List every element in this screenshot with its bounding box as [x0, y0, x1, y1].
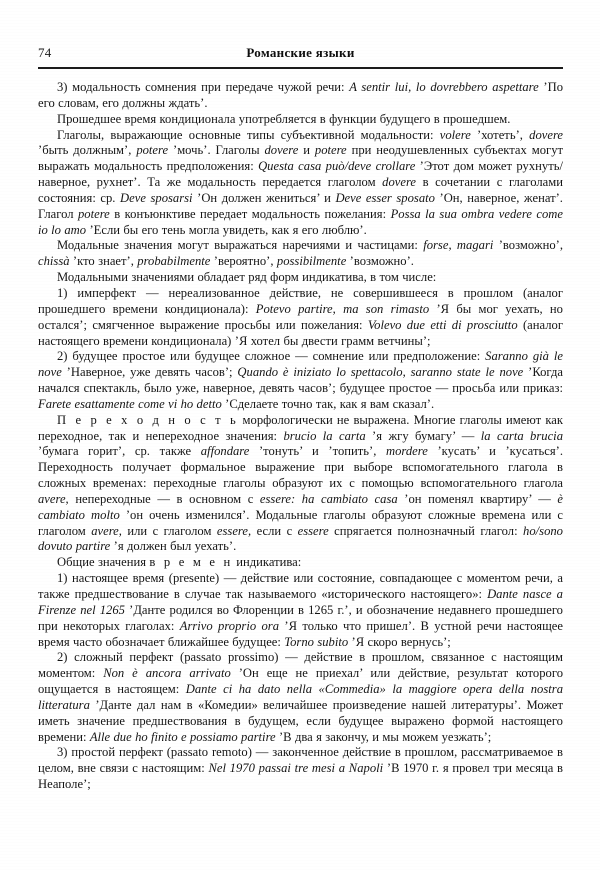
text-run: спрягается полнозначный глагол:	[334, 523, 524, 538]
italic-example: Non è ancora arrivato	[103, 666, 239, 681]
text-run: ’бумага горит’, ср. также	[38, 444, 201, 459]
text-run: ’мочь’. Глаголы	[173, 143, 265, 158]
text-run: ’Он должен жениться’ и	[197, 190, 336, 205]
paragraph	[38, 571, 563, 650]
text-run: и	[303, 143, 315, 158]
page-number: 74	[38, 45, 52, 60]
text-run: индикатива:	[232, 555, 302, 570]
running-title: Романские языки	[246, 45, 355, 60]
text-run: Общие значения	[57, 555, 150, 570]
text-run: ’Данте дал нам в «Комедии» величайшее произведение нашей литературы’. Может иметь значение предшествования в будущем, если будущее выражено формой настоящего времени:	[38, 697, 563, 744]
text-run: при неодушевленных субъектах могут выражать модальность предположения:	[38, 143, 564, 174]
text-run: ’тонуть’ и ’топить’,	[258, 444, 387, 459]
italic-example: dovere	[529, 127, 564, 142]
text-run: 2) сложный перфект (passato prossimo) — действие в прошлом, связанное с настоящим моментом:	[38, 650, 563, 681]
italic-example: Farete esattamente come vi ho detto	[38, 396, 226, 411]
text-run: ’возможно’.	[349, 254, 414, 269]
italic-example: forse, magari	[423, 238, 499, 253]
paragraph	[38, 555, 563, 571]
paragraph	[38, 650, 563, 745]
italic-example: dovere	[382, 175, 423, 190]
text-run: ’Я бы мог уехать, но остался’; смягченное выражение просьбы или пожелания:	[38, 301, 563, 332]
paragraph	[38, 286, 563, 349]
text-run: ’Если бы его тень могла увидеть, как я его люблю’.	[89, 222, 367, 237]
text-run: ’Наверное, уже девять часов’;	[66, 365, 238, 380]
italic-example: affondare	[200, 444, 259, 459]
italic-example: possibilmente	[276, 254, 350, 269]
text-run: ’Когда начался спектакль, было уже, наверное, девять часов’; будущее простое — просьба или приказ:	[38, 365, 563, 396]
italic-example: Volevo due etti di prosciutto	[367, 317, 523, 332]
text-run: Прошедшее время кондиционала употребляется в функции будущего в прошедшем.	[57, 111, 511, 126]
italic-example: essere,	[216, 523, 257, 538]
italic-example: dovere	[264, 143, 304, 158]
text-run: Модальные значения могут выражаться наречиями и частицами:	[57, 238, 424, 253]
text-run: ’он очень изменился’. Модальные глаголы образуют сложные времена или с глаголом	[38, 507, 563, 538]
italic-example: mordere	[386, 444, 438, 459]
italic-example: avere,	[91, 523, 128, 538]
text-column	[38, 80, 563, 793]
paragraph	[38, 238, 563, 270]
text-run: ’Я только что пришел’. В устной речи настоящее время часто обозначает ближайшее будущее:	[38, 618, 564, 649]
text-run: ’По его словам, его должны ждать’.	[38, 80, 564, 110]
text-run: 3) модальность сомнения при передаче чужой речи:	[57, 80, 350, 94]
paragraph	[38, 128, 563, 239]
italic-example: Deve sposarsi	[120, 190, 198, 205]
text-run: ’он поменял квартиру’ —	[404, 491, 558, 506]
text-run: 3) простой перфект (passato remoto) — законченное действие в прошлом, рассматриваемое в целом, вне связи с настоящим:	[38, 745, 563, 776]
text-run: ’Я скоро вернусь’;	[351, 634, 451, 649]
italic-example: essere: ha cambiato casa	[259, 491, 405, 506]
text-run: ’хотеть’,	[477, 127, 530, 142]
italic-example: Dante nasce a Firenze nel 1265	[38, 587, 563, 617]
italic-example: A sentir lui, lo dovrebbero aspettare	[349, 80, 544, 94]
italic-example: brucio la carta	[283, 428, 373, 443]
italic-example: Possa la sua ombra vedere come io lo amo	[38, 206, 564, 237]
italic-example: avere,	[38, 491, 76, 506]
italic-example: potere	[78, 206, 115, 221]
italic-example: chissà	[38, 254, 73, 269]
letterspaced-term: П е р е х о д н о с т ь	[57, 412, 239, 427]
text-run: 1) имперфект — нереализованное действие, не совершившееся в прошлом (аналог прошедшего времени кондиционала):	[38, 285, 563, 316]
text-run: 1) настоящее время (presente) — действие или состояние, совпадающее с моментом речи, а также предшествование в случае так называемого «исторического настоящего»:	[38, 571, 563, 601]
italic-example: Saranno già le nove	[38, 349, 563, 380]
text-run: ’вероятно’,	[213, 254, 277, 269]
italic-example: Quando è iniziato lo spettacolo, saranno state le nove	[237, 365, 529, 380]
paragraph	[38, 112, 563, 128]
paragraph	[38, 349, 563, 412]
text-run: ’Этот дом может рухнуть/наверное, рухнет’. Та же модальность передается глаголом	[38, 159, 563, 190]
text-run: 2) будущее простое или будущее сложное — сомнение или предположение:	[57, 349, 486, 364]
paragraph	[38, 413, 563, 556]
italic-example: probabilmente	[137, 254, 214, 269]
italic-example: Potevo partire, ma son rimasto	[255, 301, 437, 316]
italic-example: potere	[314, 143, 352, 158]
text-run: ’быть должным’,	[38, 143, 137, 158]
text-run: ’я должен был уехать’.	[113, 539, 237, 554]
italic-example: Dante ci ha dato nella «Commedia» la maggiore opera della nostra litteratura	[38, 682, 563, 712]
italic-example: Deve esser sposato	[335, 190, 440, 205]
italic-example: Torno subito	[284, 634, 352, 649]
text-run: морфологически не выражена. Многие глаголы имеют как переходное, так и непереходное значения:	[38, 412, 563, 443]
text-run: в конъюнктиве передает модальность пожелания:	[114, 206, 391, 221]
header-rule	[38, 67, 563, 69]
text-run: ’Он, наверное, женат’. Глагол	[38, 190, 563, 221]
italic-example: volere	[439, 127, 478, 142]
text-run: (аналог настоящего времени кондиционала) ’Я хотел бы двести грамм ветчины’;	[38, 317, 563, 348]
text-run: ’Сделаете точно так, как я вам сказал’.	[225, 396, 435, 411]
text-run: ’В 1970 г. я провел три месяца в Неаполе’;	[38, 761, 563, 792]
paragraph	[38, 270, 563, 286]
text-run: ’Данте родился во Флоренции в 1265 г.’, и обозначение недавнего прошедшего при некоторых глаголах:	[38, 602, 563, 633]
text-run: ’я жгу бумагу’ —	[372, 428, 481, 443]
text-run: ’В два я закончу, и мы можем уезжать’;	[278, 729, 492, 744]
italic-example: Arrivo proprio ora	[179, 618, 285, 633]
text-run: если с	[256, 523, 298, 538]
italic-example: la carta brucia	[480, 428, 563, 443]
italic-example: Questa casa può/deve crollare	[258, 159, 420, 174]
running-head	[38, 44, 563, 68]
text-run: Модальными значениями обладает ряд форм индикатива, в том числе:	[57, 270, 437, 285]
text-run: ’кусать’ и ’кусаться’. Переходность получает формальное выражение при выборе вспомогательного глагола в сложных временах: переходные глаголы образуют их с помощью вспомогательного глагола	[38, 444, 563, 491]
italic-example: è cambiato molto	[38, 491, 563, 522]
text-run: ’Он еще не приехал’ или действие, результат которого ощущается в настоящем:	[38, 666, 563, 697]
text-run: ’кто знает’,	[72, 254, 138, 269]
text-run: непереходные — в основном с	[75, 491, 260, 506]
italic-example: Alle due ho finito e possiamo partire	[89, 729, 279, 744]
paragraph	[38, 80, 563, 112]
text-run: или с глаголом	[127, 523, 217, 538]
italic-example: potere	[136, 143, 173, 158]
letterspaced-term: в р е м е н	[149, 555, 233, 570]
text-run: Глаголы, выражающие основные типы субъективной модальности:	[57, 127, 440, 142]
italic-example: essere	[297, 523, 335, 538]
italic-example: Nel 1970 passai tre mesi a Napoli	[208, 761, 387, 776]
italic-example: ho/sono dovuto partire	[38, 523, 563, 554]
text-run: в сочетании с глаголами состояния: ср.	[38, 175, 563, 205]
paragraph	[38, 745, 563, 793]
text-run: ’возможно’,	[498, 238, 563, 253]
